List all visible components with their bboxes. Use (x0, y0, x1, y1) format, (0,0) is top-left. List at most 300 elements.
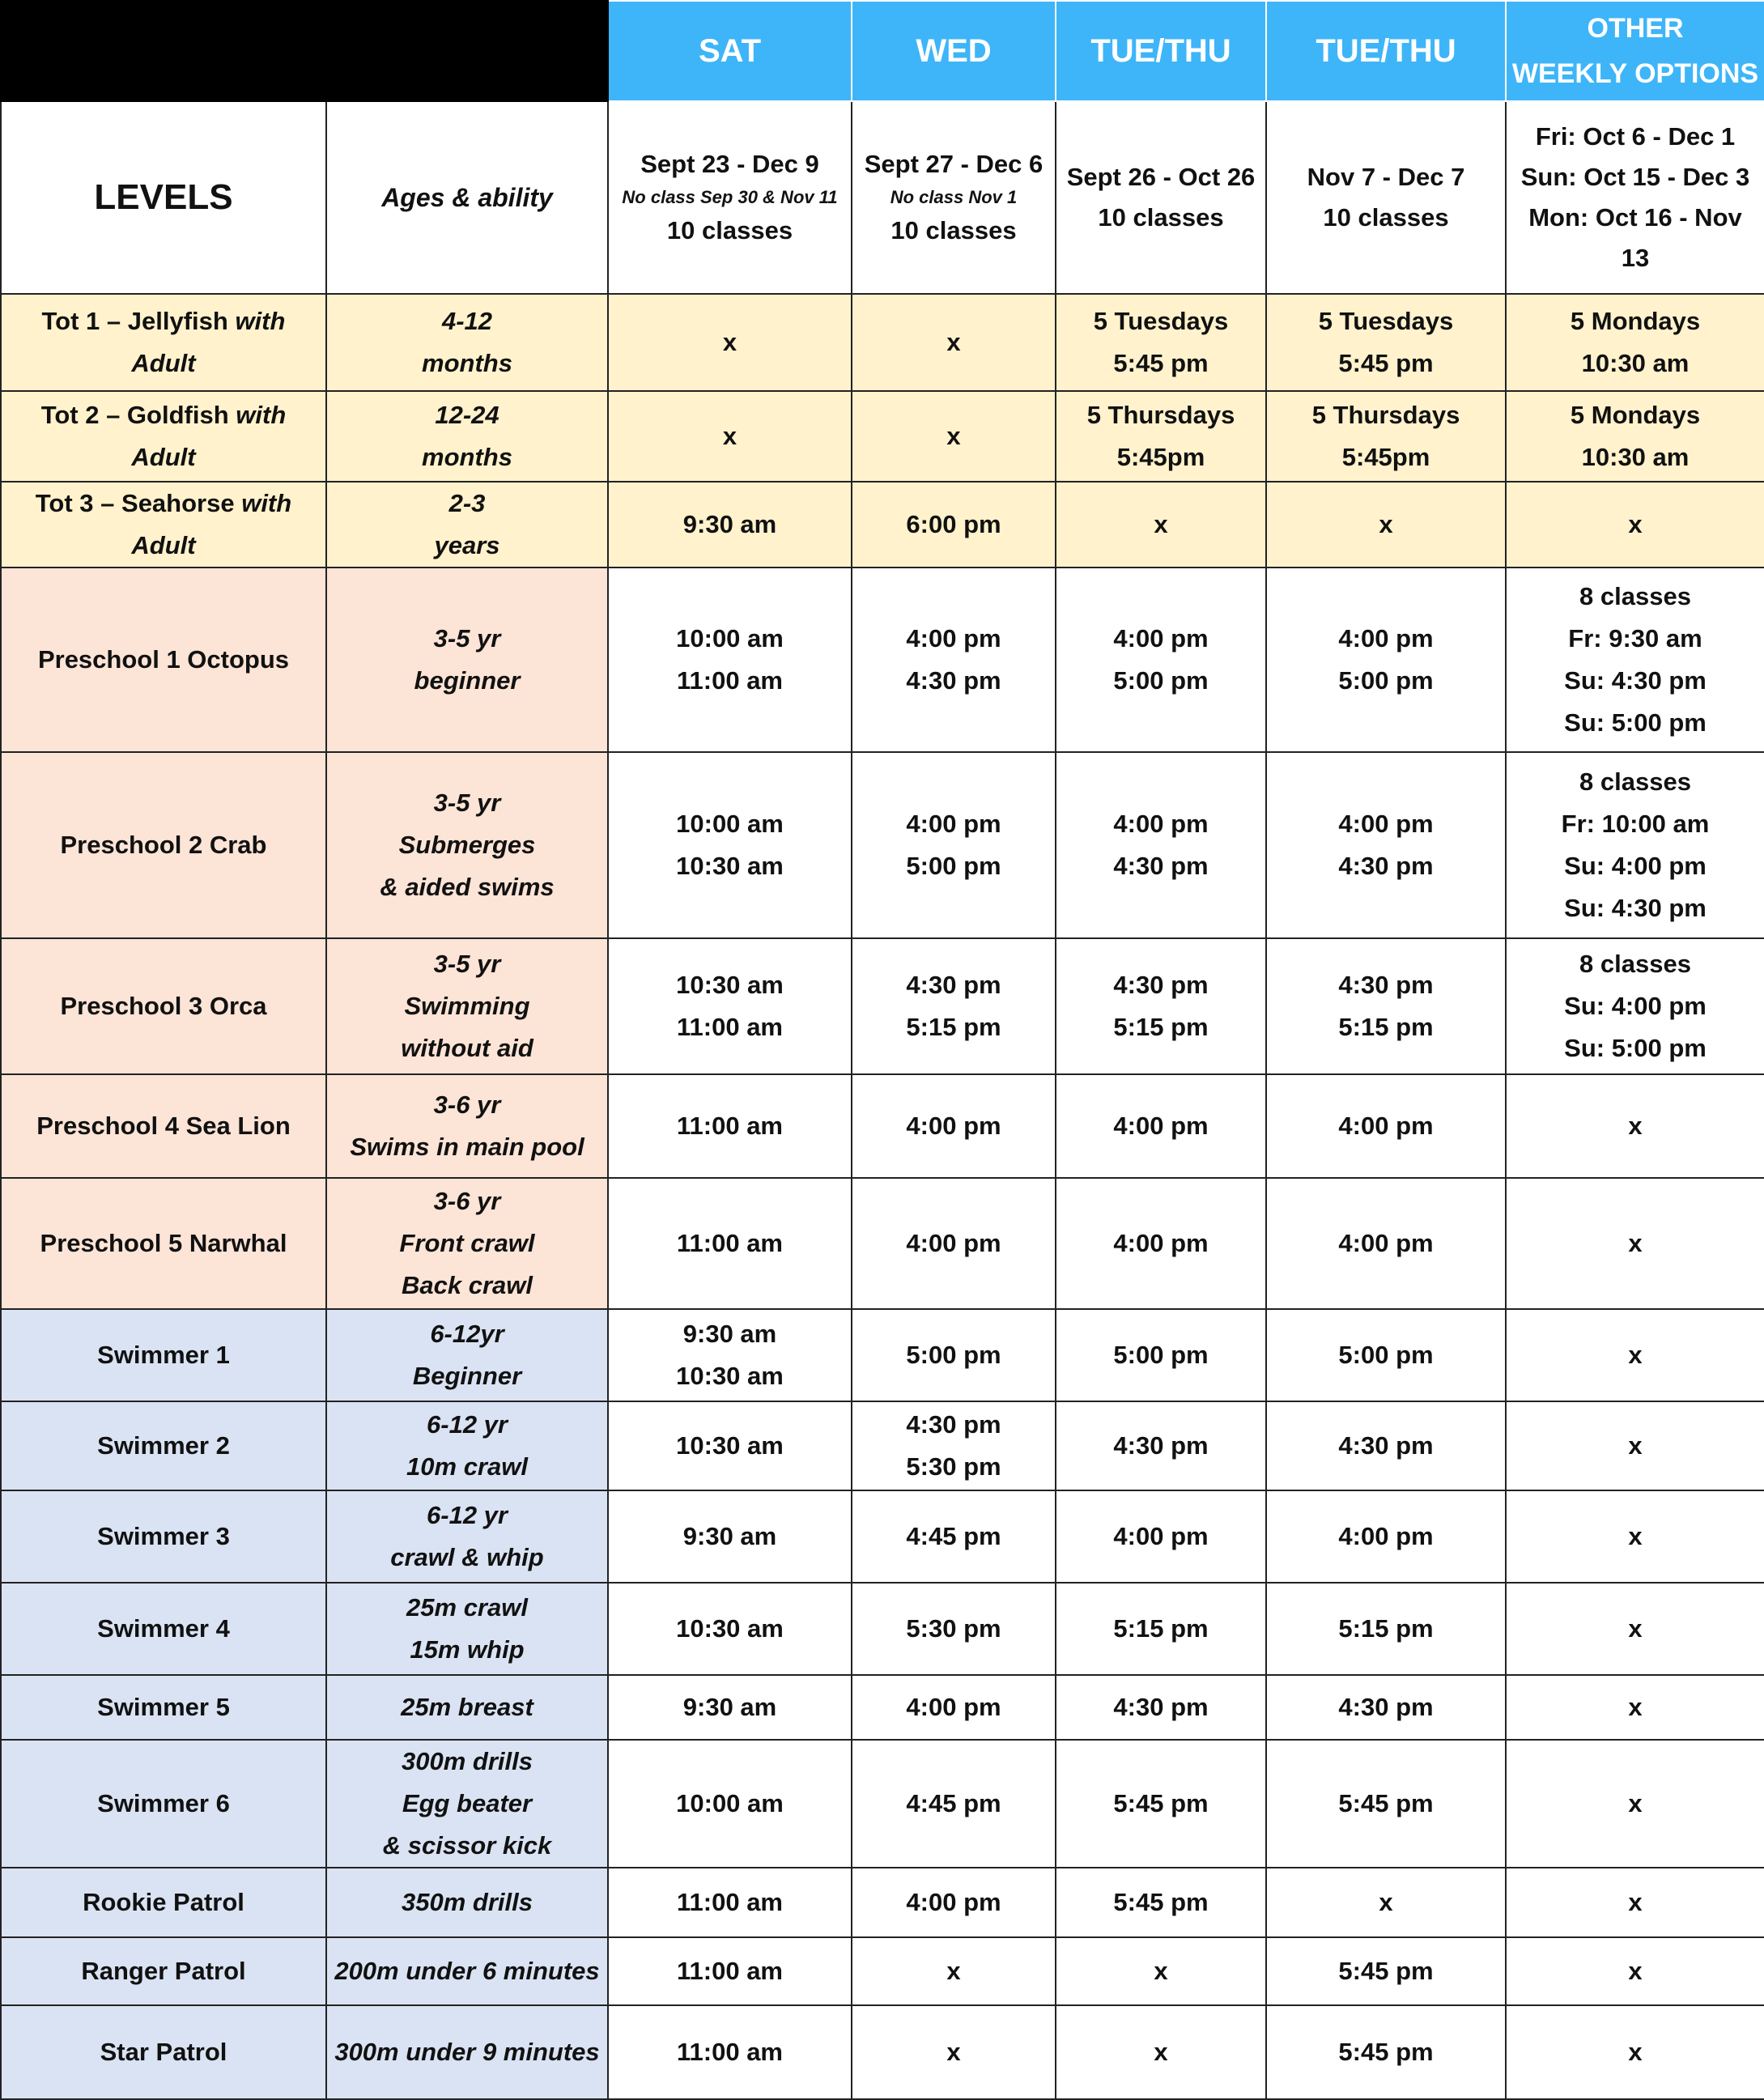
cell-line: x (1628, 1229, 1643, 1257)
cell-level (1, 1074, 326, 1178)
cell-line: 5:00 pm (906, 1341, 1001, 1369)
cell-level (1, 1178, 326, 1309)
cell-line: 10:30 am (676, 852, 784, 880)
cell-other (1506, 1937, 1764, 2005)
cell-line: x (1628, 1341, 1643, 1369)
cell-line: Adult (131, 443, 196, 471)
cell-line: Preschool 1 Octopus (37, 645, 290, 674)
cell-level (1, 2005, 326, 2099)
cell-tuethu-1 (1056, 1490, 1266, 1583)
cell-sat (608, 568, 852, 752)
cell-level (1, 1490, 326, 1583)
cell-tuethu-1 (1056, 2005, 1266, 2099)
cell-sat (608, 2005, 852, 2099)
cell-line: Swimmer 5 (97, 1693, 230, 1721)
cell-line: 4:00 pm (1113, 1522, 1209, 1550)
cell-line: 5:15 pm (1113, 1013, 1209, 1041)
cell-line: Star Patrol (100, 2038, 227, 2066)
cell-line: 5 Tuesdays (1093, 307, 1229, 335)
cell-ages (326, 1868, 608, 1937)
cell-tuethu-2 (1266, 482, 1506, 568)
cell-line: 25m crawl (406, 1593, 528, 1622)
cell-line: 4:30 pm (1113, 971, 1209, 999)
cell-line: 300m drills (402, 1747, 533, 1775)
cell-line: Fr: 10:00 am (1561, 810, 1710, 838)
cell-other (1506, 1675, 1764, 1740)
cell-tuethu-1 (1056, 1937, 1266, 2005)
cell-line: Front crawl (399, 1229, 535, 1257)
cell-level (1, 482, 326, 568)
cell-line: 3-6 yr (433, 1090, 501, 1119)
cell-line: 10:30 am (1581, 349, 1690, 377)
cell-line: crawl & whip (390, 1543, 544, 1571)
cell-wed (852, 391, 1056, 482)
cell-line: 10:30 am (676, 1362, 784, 1390)
cell-line: 3-6 yr (433, 1187, 501, 1215)
cell-line: Tot 3 – Seahorse with (35, 489, 292, 517)
cell-line: 4:00 pm (1338, 1229, 1434, 1257)
cell-line: 4:00 pm (906, 1112, 1001, 1140)
cell-line: 11:00 am (677, 1112, 783, 1140)
cell-line: 11:00 am (677, 1888, 783, 1916)
cell-line: 4-12 (441, 307, 493, 335)
cell-line: 5:00 pm (1338, 666, 1434, 695)
session-wed: Sept 27 - Dec 6 No class Nov 1 10 classes (852, 101, 1056, 294)
cell-tuethu-1 (1056, 752, 1266, 938)
cell-tuethu-1 (1056, 391, 1266, 482)
cell-line: x (1628, 510, 1643, 538)
cell-tuethu-1 (1056, 568, 1266, 752)
table-row (1, 1583, 1764, 1675)
cell-level (1, 1309, 326, 1401)
cell-line: 4:00 pm (906, 1888, 1001, 1916)
cell-line: Adult (131, 349, 196, 377)
cell-line: 5 Thursdays (1311, 401, 1460, 429)
cell-tuethu-2 (1266, 1401, 1506, 1490)
cell-sat (608, 1583, 852, 1675)
cell-line: 5:15 pm (1338, 1614, 1434, 1643)
cell-line: 4:00 pm (906, 810, 1001, 838)
cell-sat (608, 391, 852, 482)
cell-wed (852, 1583, 1056, 1675)
cell-sat (608, 1309, 852, 1401)
cell-line: 5 Mondays (1570, 307, 1701, 335)
cell-wed (852, 938, 1056, 1074)
cell-line: x (1628, 2038, 1643, 2066)
cell-ages (326, 938, 608, 1074)
cell-line: 6:00 pm (906, 510, 1001, 538)
cell-wed (852, 1868, 1056, 1937)
cell-line: 11:00 am (677, 2038, 783, 2066)
cell-line: 5:15 pm (1338, 1013, 1434, 1041)
cell-line: 5:15 pm (906, 1013, 1001, 1041)
cell-line: 8 classes (1579, 767, 1691, 796)
cell-line: 10:00 am (676, 624, 784, 653)
cell-line: 5:45 pm (1338, 349, 1434, 377)
cell-line: 3-5 yr (433, 789, 501, 817)
cell-line: Preschool 2 Crab (60, 831, 267, 859)
table-row (1, 1868, 1764, 1937)
cell-line: Preschool 4 Sea Lion (36, 1112, 291, 1140)
cell-tuethu-2 (1266, 1740, 1506, 1868)
cell-line: & scissor kick (382, 1831, 552, 1860)
cell-sat (608, 1675, 852, 1740)
cell-line: 4:30 pm (1338, 971, 1434, 999)
cell-tuethu-2 (1266, 1583, 1506, 1675)
cell-other (1506, 1583, 1764, 1675)
cell-line: 3-5 yr (433, 624, 501, 653)
cell-wed (852, 568, 1056, 752)
table-row (1, 391, 1764, 482)
header-day-wed: WED (852, 1, 1056, 101)
cell-line: Tot 1 – Jellyfish with (41, 307, 286, 335)
cell-tuethu-2 (1266, 1868, 1506, 1937)
cell-line: Su: 5:00 pm (1564, 708, 1707, 737)
cell-tuethu-2 (1266, 391, 1506, 482)
cell-line: Swimming (404, 992, 530, 1020)
cell-line: 5:45 pm (1113, 1888, 1209, 1916)
cell-line: 5:45 pm (1113, 349, 1209, 377)
cell-line: 350m drills (402, 1888, 533, 1916)
cell-line: 10:00 am (676, 1789, 784, 1817)
cell-line: x (722, 328, 737, 356)
cell-line: x (1154, 1957, 1168, 1985)
cell-line: 11:00 am (677, 666, 783, 695)
cell-level (1, 1937, 326, 2005)
cell-line: 4:00 pm (1338, 810, 1434, 838)
cell-line: 300m under 9 minutes (334, 2038, 600, 2066)
cell-other (1506, 568, 1764, 752)
cell-line: x (946, 422, 961, 450)
cell-line: x (946, 2038, 961, 2066)
cell-tuethu-1 (1056, 1675, 1266, 1740)
cell-line: 5:30 pm (906, 1614, 1001, 1643)
cell-line: x (1379, 1888, 1393, 1916)
cell-ages (326, 568, 608, 752)
cell-line: Fr: 9:30 am (1568, 624, 1702, 653)
cell-line: 9:30 am (682, 1522, 777, 1550)
cell-ages (326, 1178, 608, 1309)
cell-wed (852, 1740, 1056, 1868)
cell-ages (326, 1937, 608, 2005)
cell-wed (852, 2005, 1056, 2099)
cell-line: beginner (414, 666, 521, 695)
header-day-tuethu-1: TUE/THU (1056, 1, 1266, 101)
cell-sat (608, 1178, 852, 1309)
cell-tuethu-2 (1266, 2005, 1506, 2099)
cell-ages (326, 1074, 608, 1178)
cell-line: without aid (401, 1034, 533, 1062)
cell-other (1506, 1074, 1764, 1178)
cell-line: Swims in main pool (350, 1133, 584, 1161)
cell-tuethu-2 (1266, 294, 1506, 391)
cell-line: 4:45 pm (906, 1522, 1001, 1550)
cell-other (1506, 1868, 1764, 1937)
cell-level (1, 391, 326, 482)
cell-ages (326, 1675, 608, 1740)
cell-line: 4:00 pm (1338, 1522, 1434, 1550)
table-row (1, 482, 1764, 568)
cell-line: 9:30 am (682, 510, 777, 538)
cell-line: 4:30 pm (1338, 852, 1434, 880)
cell-tuethu-2 (1266, 1937, 1506, 2005)
cell-line: 4:00 pm (906, 1693, 1001, 1721)
cell-line: years (434, 531, 500, 559)
cell-line: 6-12 yr (427, 1410, 508, 1439)
cell-line: 6-12yr (430, 1320, 504, 1348)
cell-line: 5:00 pm (1338, 1341, 1434, 1369)
table-row (1, 1675, 1764, 1740)
cell-level (1, 1583, 326, 1675)
cell-other (1506, 1309, 1764, 1401)
cell-line: 11:00 am (677, 1013, 783, 1041)
cell-tuethu-1 (1056, 1309, 1266, 1401)
levels-title: LEVELS (1, 101, 326, 294)
cell-line: 8 classes (1579, 950, 1691, 978)
table-row (1, 294, 1764, 391)
cell-wed (852, 482, 1056, 568)
cell-line: 4:30 pm (1113, 852, 1209, 880)
cell-line: 4:00 pm (906, 624, 1001, 653)
cell-line: 12-24 (435, 401, 499, 429)
cell-ages (326, 2005, 608, 2099)
cell-line: 5:00 pm (906, 852, 1001, 880)
cell-line: 15m whip (410, 1635, 525, 1664)
table-row (1, 568, 1764, 752)
cell-line: 5 Tuesdays (1318, 307, 1454, 335)
cell-line: x (946, 1957, 961, 1985)
cell-level (1, 938, 326, 1074)
cell-other (1506, 1490, 1764, 1583)
cell-level (1, 752, 326, 938)
header-other-weekly-options: OTHER WEEKLY OPTIONS (1506, 1, 1764, 101)
cell-wed (852, 1490, 1056, 1583)
cell-line: 10m crawl (406, 1452, 528, 1481)
cell-ages (326, 1583, 608, 1675)
cell-tuethu-1 (1056, 1583, 1266, 1675)
table-row (1, 1490, 1764, 1583)
cell-line: 5 Thursdays (1086, 401, 1235, 429)
cell-ages (326, 752, 608, 938)
cell-line: 4:00 pm (1338, 1112, 1434, 1140)
cell-line: Swimmer 4 (97, 1614, 230, 1643)
cell-level (1, 568, 326, 752)
header-day-tuethu-2: TUE/THU (1266, 1, 1506, 101)
cell-tuethu-2 (1266, 1675, 1506, 1740)
cell-line: 4:00 pm (906, 1229, 1001, 1257)
cell-line: Su: 4:00 pm (1564, 992, 1707, 1020)
cell-other (1506, 1740, 1764, 1868)
cell-line: x (1628, 1693, 1643, 1721)
cell-wed (852, 1937, 1056, 2005)
cell-tuethu-1 (1056, 1401, 1266, 1490)
cell-line: 5:45pm (1116, 443, 1205, 471)
cell-line: Egg beater (402, 1789, 533, 1817)
cell-line: x (1628, 1522, 1643, 1550)
session-other: Fri: Oct 6 - Dec 1 Sun: Oct 15 - Dec 3 Mon: Oct 16 - Nov 13 (1506, 101, 1764, 294)
cell-sat (608, 938, 852, 1074)
cell-line: 9:30 am (682, 1320, 777, 1348)
cell-level (1, 1868, 326, 1937)
cell-tuethu-1 (1056, 1868, 1266, 1937)
cell-sat (608, 1074, 852, 1178)
cell-tuethu-1 (1056, 1178, 1266, 1309)
cell-line: 11:00 am (677, 1229, 783, 1257)
cell-line: Su: 5:00 pm (1564, 1034, 1707, 1062)
cell-line: x (1154, 510, 1168, 538)
cell-level (1, 294, 326, 391)
cell-line: 5 Mondays (1570, 401, 1701, 429)
header-day-sat: SAT (608, 1, 852, 101)
cell-tuethu-2 (1266, 938, 1506, 1074)
cell-line: 4:00 pm (1338, 624, 1434, 653)
cell-wed (852, 1675, 1056, 1740)
cell-line: 4:30 pm (1113, 1693, 1209, 1721)
cell-line: 4:00 pm (1113, 1229, 1209, 1257)
table-row (1, 1401, 1764, 1490)
cell-line: Su: 4:30 pm (1564, 894, 1707, 922)
cell-line: 4:00 pm (1113, 624, 1209, 653)
cell-wed (852, 1074, 1056, 1178)
cell-line: months (422, 443, 512, 471)
cell-tuethu-1 (1056, 1074, 1266, 1178)
cell-line: x (1628, 1614, 1643, 1643)
subheader-row (1, 101, 1764, 294)
cell-line: 9:30 am (682, 1693, 777, 1721)
cell-wed (852, 1309, 1056, 1401)
cell-other (1506, 752, 1764, 938)
cell-level (1, 1675, 326, 1740)
cell-line: 11:00 am (677, 1957, 783, 1985)
cell-line: 4:45 pm (906, 1789, 1001, 1817)
cell-line: 5:45pm (1341, 443, 1430, 471)
table-row (1, 2005, 1764, 2099)
cell-line: Swimmer 2 (97, 1431, 230, 1460)
cell-line: 5:45 pm (1338, 1789, 1434, 1817)
cell-sat (608, 1490, 852, 1583)
cell-sat (608, 294, 852, 391)
cell-line: Swimmer 3 (97, 1522, 230, 1550)
cell-line: & aided swims (380, 873, 555, 901)
cell-sat (608, 1401, 852, 1490)
cell-tuethu-2 (1266, 1074, 1506, 1178)
cell-line: 200m under 6 minutes (334, 1957, 600, 1985)
cell-ages (326, 1401, 608, 1490)
cell-other (1506, 391, 1764, 482)
cell-line: x (1379, 510, 1393, 538)
table-row (1, 1309, 1764, 1401)
cell-level (1, 1740, 326, 1868)
cell-line: x (946, 328, 961, 356)
cell-other (1506, 482, 1764, 568)
cell-line: 8 classes (1579, 582, 1691, 610)
cell-other (1506, 2005, 1764, 2099)
cell-line: x (1628, 1789, 1643, 1817)
cell-line: x (1628, 1112, 1643, 1140)
cell-line: Su: 4:30 pm (1564, 666, 1707, 695)
cell-line: x (1154, 2038, 1168, 2066)
cell-line: months (422, 349, 512, 377)
cell-sat (608, 1937, 852, 2005)
cell-line: 5:30 pm (906, 1452, 1001, 1481)
cell-ages (326, 294, 608, 391)
cell-tuethu-2 (1266, 752, 1506, 938)
cell-other (1506, 294, 1764, 391)
session-sat: Sept 23 - Dec 9 No class Sep 30 & Nov 11 10 classes (608, 101, 852, 294)
ages-title: Ages & ability (326, 101, 608, 294)
cell-line: 4:00 pm (1113, 1112, 1209, 1140)
cell-level (1, 1401, 326, 1490)
cell-line: 25m breast (401, 1693, 533, 1721)
table-row (1, 1074, 1764, 1178)
cell-line: 4:00 pm (1113, 810, 1209, 838)
cell-ages (326, 482, 608, 568)
cell-line: Adult (131, 531, 196, 559)
cell-line: Swimmer 1 (97, 1341, 230, 1369)
cell-line: 4:30 pm (1338, 1431, 1434, 1460)
cell-line: 4:30 pm (906, 666, 1001, 695)
cell-line: 4:30 pm (906, 1410, 1001, 1439)
cell-line: Rookie Patrol (83, 1888, 244, 1916)
cell-line: Su: 4:00 pm (1564, 852, 1707, 880)
cell-line: 5:45 pm (1113, 1789, 1209, 1817)
cell-line: Ranger Patrol (81, 1957, 246, 1985)
cell-wed (852, 1401, 1056, 1490)
cell-ages (326, 391, 608, 482)
header-row (1, 1, 1764, 101)
cell-other (1506, 1178, 1764, 1309)
cell-sat (608, 752, 852, 938)
cell-line: 5:00 pm (1113, 666, 1209, 695)
cell-ages (326, 1740, 608, 1868)
cell-sat (608, 1740, 852, 1868)
cell-line: Preschool 5 Narwhal (40, 1229, 287, 1257)
table-row (1, 938, 1764, 1074)
cell-tuethu-1 (1056, 938, 1266, 1074)
cell-tuethu-1 (1056, 1740, 1266, 1868)
cell-wed (852, 1178, 1056, 1309)
session-tuethu-1: Sept 26 - Oct 26 10 classes (1056, 101, 1266, 294)
session-tuethu-2: Nov 7 - Dec 7 10 classes (1266, 101, 1506, 294)
cell-line: x (1628, 1957, 1643, 1985)
cell-tuethu-2 (1266, 568, 1506, 752)
cell-sat (608, 1868, 852, 1937)
cell-line: 5:45 pm (1338, 1957, 1434, 1985)
cell-tuethu-2 (1266, 1490, 1506, 1583)
cell-line: Back crawl (402, 1271, 533, 1299)
cell-tuethu-1 (1056, 482, 1266, 568)
cell-line: 3-5 yr (433, 950, 501, 978)
cell-line: 10:30 am (676, 1614, 784, 1643)
cell-other (1506, 1401, 1764, 1490)
cell-line: 4:30 pm (1113, 1431, 1209, 1460)
cell-line: 10:30 am (676, 1431, 784, 1460)
table-row (1, 1178, 1764, 1309)
cell-tuethu-2 (1266, 1178, 1506, 1309)
cell-line: x (1628, 1431, 1643, 1460)
cell-line: 5:45 pm (1338, 2038, 1434, 2066)
cell-line: 5:00 pm (1113, 1341, 1209, 1369)
cell-line: Beginner (412, 1362, 522, 1390)
cell-wed (852, 752, 1056, 938)
cell-line: Swimmer 6 (97, 1789, 230, 1817)
cell-tuethu-2 (1266, 1309, 1506, 1401)
cell-ages (326, 1490, 608, 1583)
header-blank (1, 1, 608, 101)
cell-line: Submerges (398, 831, 536, 859)
cell-line: Preschool 3 Orca (60, 992, 267, 1020)
cell-line: x (722, 422, 737, 450)
